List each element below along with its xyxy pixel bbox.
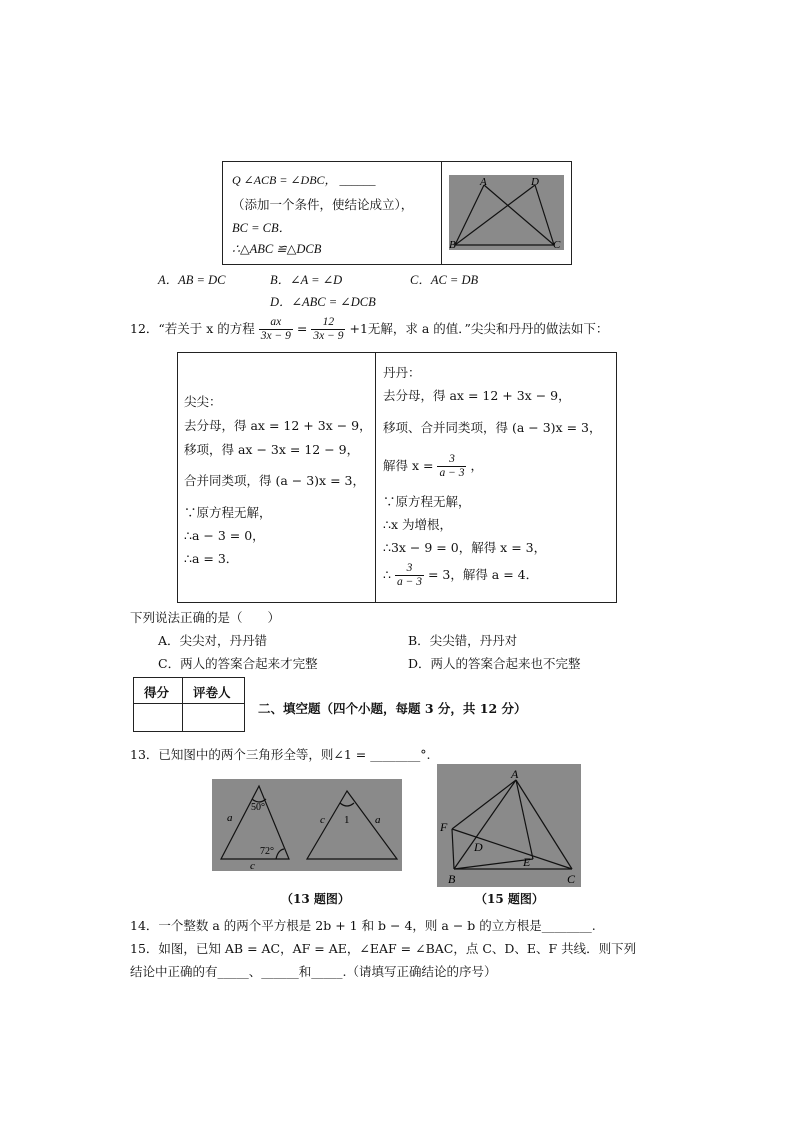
q15-text-line1: 15．如图，已知 AB = AC，AF = AE，∠EAF = ∠BAC，点 C、D、E、F 共线．则下列 (130, 941, 637, 956)
q13-label-c: c (250, 860, 255, 871)
dandan-line3-num: 3 (437, 453, 466, 467)
q15-label-F: F (440, 820, 448, 834)
q15-figure (437, 764, 581, 887)
q12-divider (375, 352, 376, 603)
q13-text: 13．已知图中的两个三角形全等，则∠1 = ________°. (130, 747, 431, 762)
q11-given-line2: （添加一个条件，使结论成立）， (232, 197, 414, 212)
q12-option-B: B．尖尖错，丹丹对 (408, 633, 518, 648)
dandan-line3-frac (437, 453, 466, 480)
q15-label-C: C (567, 872, 576, 886)
q13-figure (212, 779, 402, 871)
q12-frac2-num: 12 (311, 316, 345, 330)
q12-frac2 (311, 316, 345, 343)
q15-label-B: B (448, 872, 456, 886)
jianjian-line1: 去分母，得 ax = 12 + 3x − 9， (184, 418, 372, 433)
q11-figure (449, 175, 564, 250)
jianjian-line5: ∴a − 3 = 0， (184, 528, 265, 543)
dandan-line1: 去分母，得 ax = 12 + 3x − 9， (383, 388, 571, 403)
q15-text-line2: 结论中正确的有_____、______和_____.（请填写正确结论的序号） (130, 964, 497, 979)
dandan-line2: 移项、合并同类项，得 (a − 3)x = 3， (383, 420, 602, 435)
dandan-line5: ∴x 为增根， (383, 517, 452, 532)
score-label: 得分 (144, 685, 170, 700)
dandan-line7 (383, 562, 538, 589)
dandan-line6: ∴3x − 9 = 0，解得 x = 3， (383, 540, 547, 555)
q12-stem (130, 316, 608, 343)
q11-option-B: B．∠A = ∠D (270, 273, 343, 287)
q14-text: 14．一个整数 a 的两个平方根是 2b + 1 和 b − 4，则 a − b 的立方根是________. (130, 918, 596, 933)
score-table-hline (133, 703, 245, 704)
q12-question: 下列说法正确的是（ ） (130, 610, 281, 625)
q13-label-c2: c (320, 814, 325, 826)
q12-frac1 (259, 316, 293, 343)
dandan-line7-pre: ∴ (383, 567, 391, 582)
q11-given-text: Q ∠ACB = ∠DBC， (232, 173, 337, 187)
q11-label-D: D (531, 176, 539, 188)
q15-caption: （15 题图） (475, 892, 544, 906)
q15-label-D: D (474, 840, 483, 854)
q13-label-a2: a (375, 814, 381, 826)
q11-blank: ______ (339, 173, 376, 187)
q12-suffix: +1无解，求 a 的值．”尖尖和丹丹的做法如下： (349, 321, 609, 336)
dandan-line7-den: a − 3 (396, 576, 422, 588)
dandan-line3-pre: 解得 x = (383, 458, 434, 473)
jianjian-line3: 合并同类项，得 (a − 3)x = 3， (184, 473, 365, 488)
jianjian-line2: 移项，得 ax − 3x = 12 − 9， (184, 442, 360, 457)
q11-divider (441, 161, 442, 265)
q13-label-1: 1 (344, 814, 350, 826)
q13-label-a: a (227, 812, 233, 824)
dandan-line7-num: 3 (395, 562, 424, 576)
q11-option-C: C．AC = DB (410, 273, 479, 287)
q13-label-50: 50° (251, 802, 265, 813)
dandan-name: 丹丹： (383, 365, 421, 380)
grader-label: 评卷人 (193, 685, 231, 700)
q12-frac1-den: 3x − 9 (260, 330, 291, 342)
q13-caption: （13 题图） (281, 892, 350, 906)
q13-label-72: 72° (260, 846, 274, 857)
dandan-line3-den: a − 3 (439, 467, 465, 479)
q12-option-C: C．两人的答案合起来才完整 (158, 656, 318, 671)
jianjian-line4: ∵原方程无解， (184, 505, 272, 520)
dandan-line3-post: ， (470, 458, 483, 473)
q15-label-A: A (511, 767, 519, 781)
q15-label-E: E (523, 855, 531, 869)
q11-given-line4: ∴△ABC ≌△DCB (232, 242, 322, 256)
score-table-vline (182, 677, 183, 732)
dandan-line7-post: = 3，解得 a = 4． (427, 567, 539, 582)
q12-option-D: D．两人的答案合起来也不完整 (408, 656, 581, 671)
q11-label-C: C (553, 239, 561, 250)
q11-given-line1 (232, 171, 376, 188)
q12-frac2-den: 3x − 9 (313, 330, 344, 342)
q11-given-line3: BC = CB． (232, 221, 292, 235)
q12-frac1-num: ax (259, 316, 293, 330)
dandan-line4: ∵原方程无解， (383, 494, 471, 509)
q12-option-A: A．尖尖对，丹丹错 (158, 633, 268, 648)
jianjian-line6: ∴a = 3． (184, 551, 239, 566)
q11-label-B: B (449, 239, 456, 250)
section-2-heading: 二、填空题（四个小题，每题 3 分，共 12 分） (258, 701, 527, 716)
q12-prefix: 12．“若关于 x 的方程 (130, 321, 255, 336)
dandan-line7-frac (395, 562, 424, 589)
q11-option-D: D．∠ABC = ∠DCB (270, 295, 376, 309)
q11-label-A: A (480, 176, 487, 188)
q11-option-A: A．AB = DC (158, 273, 226, 287)
dandan-line3 (383, 453, 483, 480)
jianjian-name: 尖尖： (184, 394, 222, 409)
q12-eq: = (296, 321, 308, 336)
